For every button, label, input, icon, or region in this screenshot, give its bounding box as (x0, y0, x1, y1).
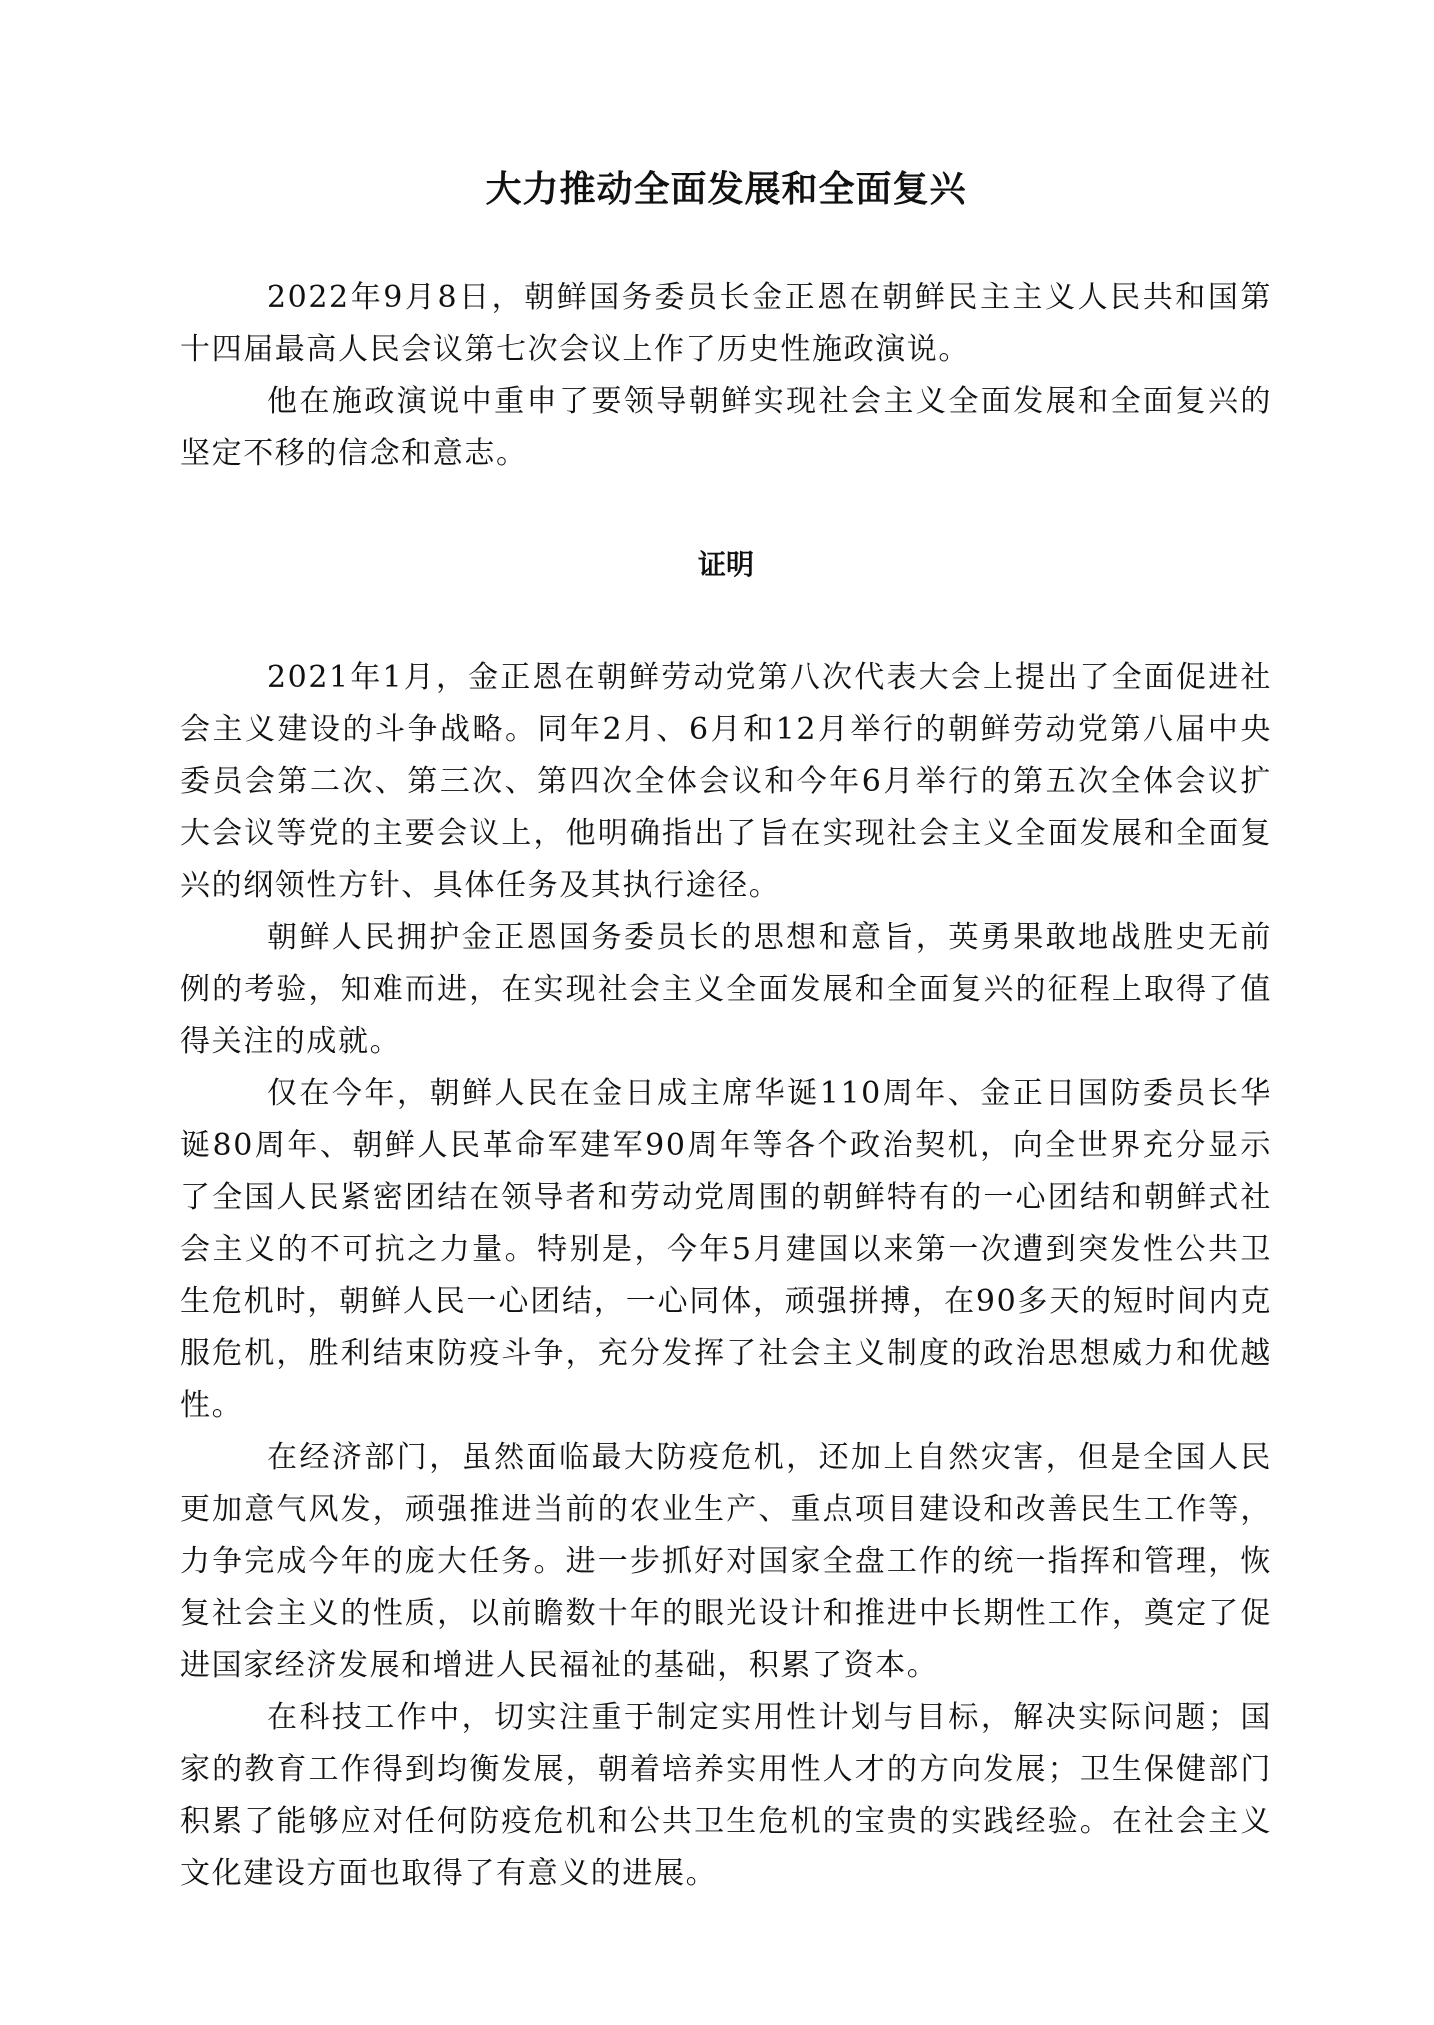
body-paragraph: 2021年1月，金正恩在朝鲜劳动党第八次代表大会上提出了全面促进社会主义建设的斗争战略。同年2月、6月和12月举行的朝鲜劳动党第八届中央委员会第二次、第三次、第四次全体会议和今年6月举行的第五次全体会议扩大会议等党的主要会议上，他明确指出了旨在实现社会主义全面发展和全面复兴的纲领性方针、具体任务及其执行途径。 (180, 660, 1272, 903)
intro-paragraph: 2022年9月8日，朝鲜国务委员长金正恩在朝鲜民主主义人民共和国第十四届最高人民会议第七次会议上作了历史性施政演说。 (180, 280, 1272, 367)
document-title: 大力推动全面发展和全面复兴 (485, 169, 967, 210)
body-paragraph: 在经济部门，虽然面临最大防疫危机，还加上自然灾害，但是全国人民更加意气风发，顽强推进当前的农业生产、重点项目建设和改善民生工作等，力争完成今年的庞大任务。进一步抓好对国家全盘工作的统一指挥和管理，恢复社会主义的性质，以前瞻数十年的眼光设计和推进中长期性工作，奠定了促进国家经济发展和增进人民福祉的基础，积累了资本。 (180, 1440, 1272, 1683)
body-paragraph: 仅在今年，朝鲜人民在金日成主席华诞110周年、金正日国防委员长华诞80周年、朝鲜人民革命军建军90周年等各个政治契机，向全世界充分显示了全国人民紧密团结在领导者和劳动党周围的朝鲜特有的一心团结和朝鲜式社会主义的不可抗之力量。特别是，今年5月建国以来第一次遭到突发性公共卫生危机时，朝鲜人民一心团结，一心同体，顽强拼搏，在90多天的短时间内克服危机，胜利结束防疫斗争，充分发挥了社会主义制度的政治思想威力和优越性。 (180, 1076, 1272, 1423)
intro-section (180, 272, 1272, 480)
body-section (180, 652, 1272, 1900)
intro-paragraph: 他在施政演说中重申了要领导朝鲜实现社会主义全面发展和全面复兴的坚定不移的信念和意志。 (180, 384, 1272, 471)
body-paragraph: 在科技工作中，切实注重于制定实用性计划与目标，解决实际问题；国家的教育工作得到均衡发展，朝着培养实用性人才的方向发展；卫生保健部门积累了能够应对任何防疫危机和公共卫生危机的宝贵的实践经验。在社会主义文化建设方面也取得了有意义的进展。 (180, 1700, 1272, 1891)
section-heading: 证明 (697, 548, 754, 581)
body-paragraph: 朝鲜人民拥护金正恩国务委员长的思想和意旨，英勇果敢地战胜史无前例的考验，知难而进，在实现社会主义全面发展和全面复兴的征程上取得了值得关注的成就。 (180, 920, 1272, 1059)
